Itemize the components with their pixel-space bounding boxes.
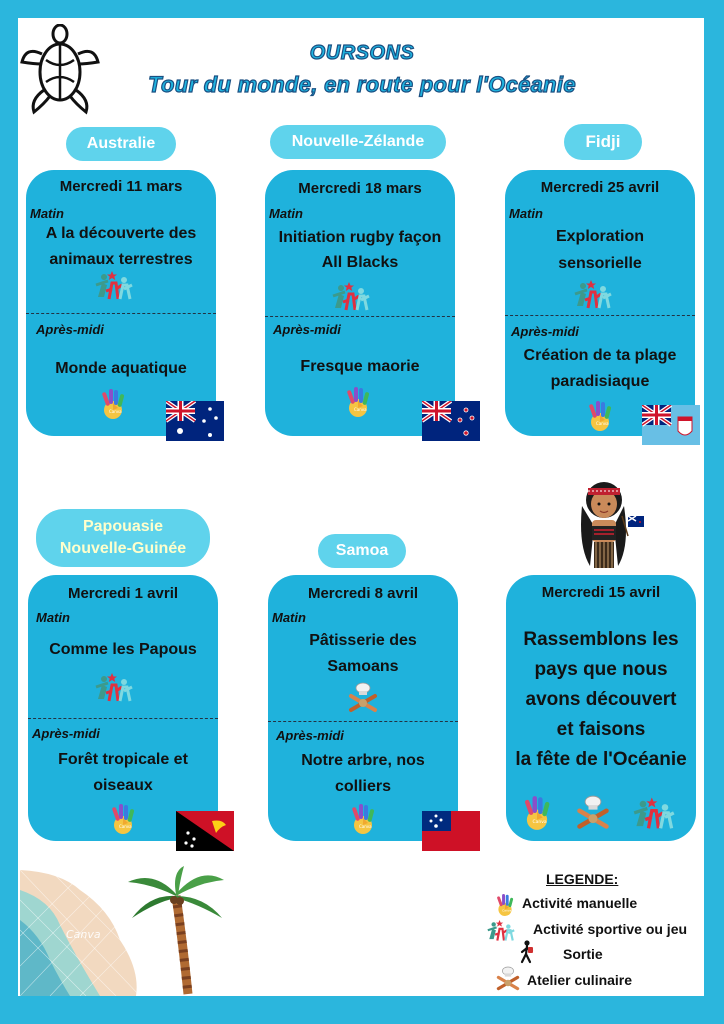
apres-midi-label: Après-midi xyxy=(36,322,104,337)
sport-people-icon xyxy=(573,280,613,310)
card-date: Mercredi 11 mars xyxy=(59,178,183,195)
card-fidji xyxy=(505,170,695,436)
matin-activity: animaux terrestres xyxy=(49,251,193,268)
flag-fiji-icon xyxy=(642,405,700,445)
sport-people-icon xyxy=(486,920,516,942)
final-text: pays que nous xyxy=(534,659,668,680)
aprem-activity: Monde aquatique xyxy=(55,360,187,377)
matin-activity: All Blacks xyxy=(321,254,399,271)
painted-hand-icon xyxy=(98,388,128,420)
flag-png-icon xyxy=(176,811,234,851)
matin-activity: Exploration xyxy=(555,228,644,245)
legend-title: LEGENDE: xyxy=(546,871,619,887)
cooking-utensils-icon xyxy=(348,682,378,714)
divider xyxy=(505,315,695,316)
card-date: Mercredi 25 avril xyxy=(540,179,660,196)
sport-people-icon xyxy=(94,271,134,301)
legend-atelier-culinaire: Atelier culinaire xyxy=(527,972,633,988)
country-label: Nouvelle-Guinée xyxy=(59,540,187,557)
card-papouasie xyxy=(28,575,218,841)
aprem-activity: Fresque maorie xyxy=(300,358,420,375)
legend-sortie: Sortie xyxy=(563,946,603,962)
matin-label: Matin xyxy=(30,206,64,221)
divider xyxy=(268,721,458,722)
apres-midi-label: Après-midi xyxy=(273,322,341,337)
final-text: et faisons xyxy=(556,719,646,740)
walking-person-icon xyxy=(518,940,536,964)
sport-people-icon xyxy=(632,797,676,831)
flag-new-zealand-icon xyxy=(422,401,480,441)
cooking-utensils-icon xyxy=(576,795,610,831)
divider xyxy=(265,316,455,317)
card-date: Mercredi 8 avril xyxy=(307,585,419,602)
divider xyxy=(28,718,218,719)
maori-girl-illustration xyxy=(572,476,648,578)
matin-activity: Pâtisserie des xyxy=(309,632,417,649)
country-label: Samoa xyxy=(335,542,389,560)
card-date: Mercredi 1 avril xyxy=(67,585,179,602)
matin-activity: A la découverte des xyxy=(45,225,197,242)
sport-people-icon xyxy=(331,282,371,312)
matin-activity: Comme les Papous xyxy=(49,641,197,658)
aprem-activity: Forêt tropicale et xyxy=(58,751,188,768)
painted-hand-icon xyxy=(343,386,373,418)
sport-people-icon xyxy=(94,673,134,703)
aprem-activity: Création de ta plage xyxy=(523,347,677,364)
watermark: Canva xyxy=(66,928,101,941)
apres-midi-label: Après-midi xyxy=(32,726,100,741)
flag-australia-icon xyxy=(166,401,224,441)
matin-activity: Initiation rugby façon xyxy=(278,229,442,246)
aprem-activity: Notre arbre, nos xyxy=(301,752,425,769)
legend-activite-manuelle: Activité manuelle xyxy=(522,895,638,911)
country-label: Papouasie xyxy=(82,518,164,536)
matin-label: Matin xyxy=(269,206,303,221)
card-fete-oceanie xyxy=(506,575,696,841)
page-subtitle: Tour du monde, en route pour l'Océanie xyxy=(148,72,576,97)
matin-activity: sensorielle xyxy=(558,255,642,272)
painted-hand-icon xyxy=(494,893,516,917)
flag-samoa-icon xyxy=(422,811,480,851)
page-title: OURSONS xyxy=(309,42,415,64)
card-date: Mercredi 15 avril xyxy=(541,584,661,601)
card-date: Mercredi 18 mars xyxy=(298,180,422,197)
final-text: Rassemblons les xyxy=(523,629,679,650)
painted-hand-icon xyxy=(520,795,554,831)
country-label: Nouvelle-Zélande xyxy=(291,133,425,151)
final-text: la fête de l'Océanie xyxy=(515,749,687,770)
apres-midi-label: Après-midi xyxy=(276,728,344,743)
divider xyxy=(26,313,216,314)
palm-tree-icon xyxy=(124,866,228,996)
final-text: avons découvert xyxy=(525,689,677,710)
aprem-activity: oiseaux xyxy=(93,777,153,794)
painted-hand-icon xyxy=(108,803,138,835)
country-label: Fidji xyxy=(585,131,621,151)
country-fidji xyxy=(564,124,642,160)
matin-label: Matin xyxy=(509,206,543,221)
card-australie xyxy=(26,170,216,436)
matin-activity: Samoans xyxy=(327,658,399,675)
cooking-utensils-icon xyxy=(496,966,520,992)
matin-label: Matin xyxy=(36,610,70,625)
country-australie xyxy=(66,127,176,161)
legend-activite-sportive: Activité sportive ou jeu xyxy=(533,921,688,937)
aprem-activity: colliers xyxy=(334,778,392,795)
country-nouvelle-zelande xyxy=(270,125,446,159)
country-samoa xyxy=(318,534,406,568)
beach-map-decoration xyxy=(20,870,140,996)
country-papouasie xyxy=(36,509,210,567)
country-label: Australie xyxy=(86,135,156,153)
card-samoa xyxy=(268,575,458,841)
aprem-activity: paradisiaque xyxy=(550,373,650,390)
apres-midi-label: Après-midi xyxy=(511,324,579,339)
matin-label: Matin xyxy=(272,610,306,625)
painted-hand-icon xyxy=(348,803,378,835)
painted-hand-icon xyxy=(585,400,615,432)
card-nouvelle-zelande xyxy=(265,170,455,436)
